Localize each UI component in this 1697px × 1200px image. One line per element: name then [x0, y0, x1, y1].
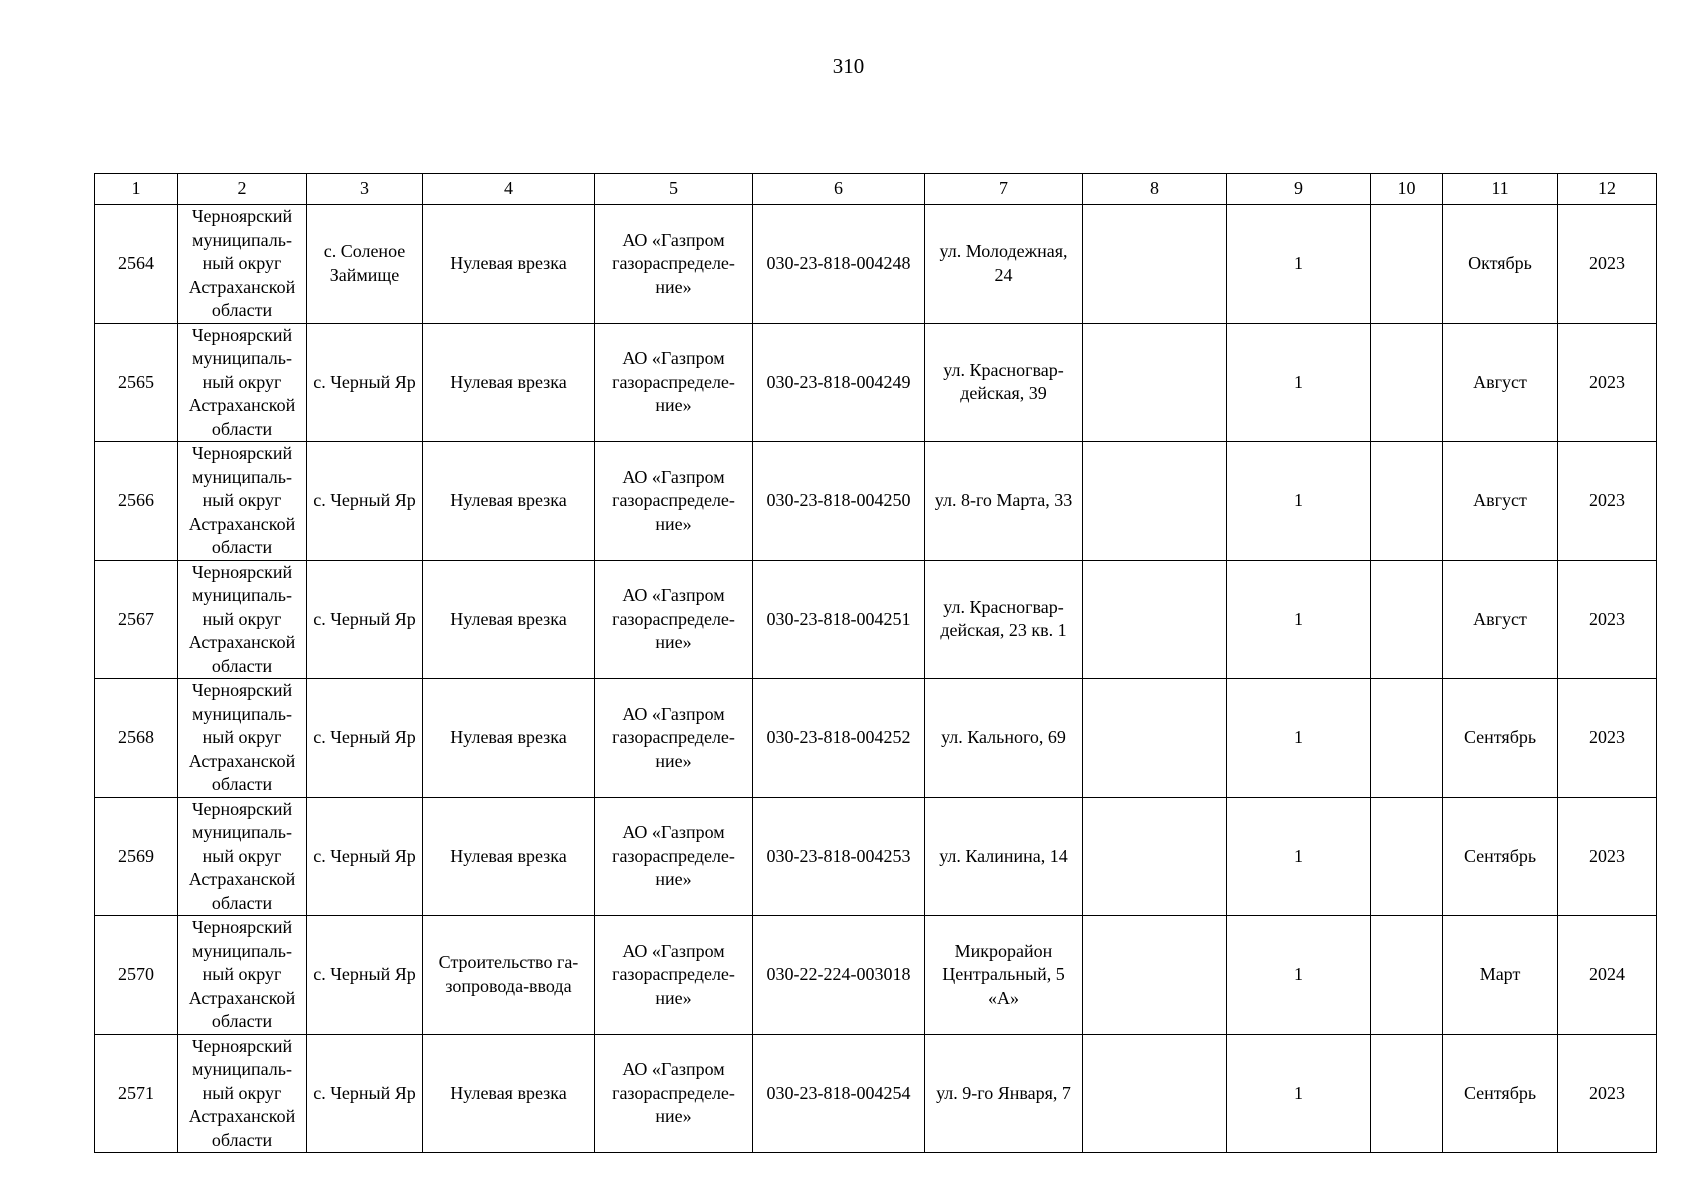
- cell-district-line: Черноярский: [191, 561, 293, 582]
- cell-district: [178, 679, 307, 798]
- table-row: [95, 560, 1657, 679]
- cell-work-type: [423, 323, 595, 442]
- cell-district-line: ный округ: [202, 845, 282, 866]
- cell-district-line: ный округ: [202, 371, 282, 392]
- table-row: [95, 797, 1657, 916]
- cell-year: 2023: [1558, 1034, 1657, 1153]
- cell-year: 2024: [1558, 916, 1657, 1035]
- cell-district-line: муниципаль-: [192, 466, 292, 487]
- cell-work-type: [423, 797, 595, 916]
- cell-district: [178, 323, 307, 442]
- cell-organization-line: газораспределе-: [612, 845, 735, 866]
- cell-work-type: [423, 442, 595, 561]
- cell-address: [925, 797, 1083, 916]
- cell-organization-line: ние»: [655, 987, 692, 1008]
- cell-settlement: [307, 797, 423, 916]
- cell-address: [925, 560, 1083, 679]
- cell-work-type-line: Нулевая врезка: [450, 1082, 567, 1103]
- cell-organization-line: газораспределе-: [612, 608, 735, 629]
- cell-address-line: дейская, 23 кв. 1: [940, 620, 1067, 641]
- cell-district: [178, 560, 307, 679]
- cell-organization-line: ние»: [655, 632, 692, 652]
- cell-address-line: дейская, 39: [960, 383, 1047, 404]
- cell-col8: [1083, 442, 1227, 561]
- cell-organization-line: газораспределе-: [612, 253, 735, 273]
- cell-work-type: [423, 916, 595, 1035]
- cell-organization-line: ние»: [655, 1106, 692, 1126]
- cell-settlement: [307, 323, 423, 442]
- cell-organization: [595, 442, 753, 561]
- cell-district-line: Черноярский: [191, 1035, 293, 1056]
- table-row: [95, 916, 1657, 1035]
- cell-object-code: 030-23-818-004254: [753, 1034, 925, 1153]
- cell-work-type-line: Нулевая врезка: [450, 490, 567, 510]
- cell-quantity: 1: [1227, 797, 1371, 916]
- cell-district-line: области: [211, 1011, 273, 1031]
- cell-col8: [1083, 323, 1227, 442]
- cell-quantity: 1: [1227, 560, 1371, 679]
- column-header: 10: [1371, 174, 1443, 205]
- cell-district-line: муниципаль-: [192, 1059, 292, 1079]
- cell-object-code: 030-23-818-004251: [753, 560, 925, 679]
- cell-organization-line: ние»: [655, 395, 692, 415]
- cell-organization: [595, 560, 753, 679]
- cell-organization-line: газораспределе-: [612, 1082, 735, 1103]
- column-header: 9: [1227, 174, 1371, 205]
- cell-col10: [1371, 1034, 1443, 1153]
- cell-work-type-line: зопровода-ввода: [445, 975, 572, 996]
- cell-organization-line: АО «Газпром: [622, 585, 725, 605]
- column-header: 5: [595, 174, 753, 205]
- cell-col8: [1083, 1034, 1227, 1153]
- cell-district-line: Черноярский: [191, 206, 293, 226]
- cell-district-line: Астраханской: [188, 869, 296, 889]
- cell-quantity: 1: [1227, 323, 1371, 442]
- cell-organization: [595, 205, 753, 324]
- cell-organization-line: АО «Газпром: [622, 1059, 725, 1079]
- cell-row-number: 2566: [95, 442, 178, 561]
- cell-object-code: 030-23-818-004249: [753, 323, 925, 442]
- cell-month: Сентябрь: [1443, 679, 1558, 798]
- cell-settlement: [307, 560, 423, 679]
- cell-organization-line: АО «Газпром: [622, 348, 725, 368]
- cell-col8: [1083, 560, 1227, 679]
- cell-year: 2023: [1558, 442, 1657, 561]
- cell-col10: [1371, 916, 1443, 1035]
- column-header: 2: [178, 174, 307, 205]
- cell-organization: [595, 797, 753, 916]
- column-header: 7: [925, 174, 1083, 205]
- header-row: [95, 174, 1657, 205]
- cell-row-number: 2565: [95, 323, 178, 442]
- cell-organization-line: АО «Газпром: [622, 822, 725, 842]
- cell-month: Август: [1443, 442, 1558, 561]
- cell-work-type-line: Нулевая врезка: [450, 371, 567, 392]
- cell-settlement-line: с. Черный Яр: [313, 490, 416, 510]
- cell-month: Август: [1443, 560, 1558, 679]
- cell-settlement-line: с. Черный Яр: [313, 727, 416, 747]
- cell-district-line: Астраханской: [188, 513, 296, 534]
- cell-work-type-line: Нулевая врезка: [450, 608, 567, 629]
- cell-row-number: 2571: [95, 1034, 178, 1153]
- cell-district-line: муниципаль-: [192, 348, 292, 368]
- column-header: 8: [1083, 174, 1227, 205]
- cell-organization: [595, 679, 753, 798]
- cell-address-line: ул. Красногвар-: [943, 359, 1064, 380]
- cell-month: Сентябрь: [1443, 1034, 1558, 1153]
- cell-month: Октябрь: [1443, 205, 1558, 324]
- cell-col8: [1083, 916, 1227, 1035]
- cell-organization-line: газораспределе-: [612, 490, 735, 510]
- column-header: 12: [1558, 174, 1657, 205]
- cell-object-code: 030-23-818-004253: [753, 797, 925, 916]
- cell-district: [178, 916, 307, 1035]
- cell-settlement-line: с. Черный Яр: [313, 845, 416, 866]
- column-header: 6: [753, 174, 925, 205]
- cell-district: [178, 205, 307, 324]
- cell-work-type-line: Нулевая врезка: [450, 727, 567, 747]
- cell-district-line: области: [211, 418, 273, 439]
- cell-year: 2023: [1558, 797, 1657, 916]
- cell-work-type-line: Нулевая врезка: [450, 253, 567, 273]
- column-header: 11: [1443, 174, 1558, 205]
- cell-object-code: 030-23-818-004248: [753, 205, 925, 324]
- cell-organization: [595, 1034, 753, 1153]
- cell-year: 2023: [1558, 323, 1657, 442]
- cell-district: [178, 442, 307, 561]
- cell-district-line: области: [211, 655, 273, 676]
- cell-address: [925, 205, 1083, 324]
- cell-district-line: муниципаль-: [192, 940, 292, 961]
- cell-col10: [1371, 560, 1443, 679]
- table-row: [95, 679, 1657, 798]
- cell-settlement-line: с. Черный Яр: [313, 371, 416, 392]
- cell-row-number: 2564: [95, 205, 178, 324]
- cell-address: [925, 1034, 1083, 1153]
- cell-col10: [1371, 797, 1443, 916]
- page-number: 310: [832, 54, 865, 78]
- column-header: 1: [95, 174, 178, 205]
- cell-organization: [595, 323, 753, 442]
- cell-district-line: Черноярский: [191, 798, 293, 819]
- cell-district-line: ный округ: [202, 608, 282, 629]
- cell-work-type: [423, 1034, 595, 1153]
- cell-address-line: ул. Молодежная,: [939, 241, 1068, 262]
- cell-quantity: 1: [1227, 442, 1371, 561]
- cell-district-line: области: [211, 892, 273, 913]
- cell-quantity: 1: [1227, 916, 1371, 1035]
- cell-organization-line: ние»: [655, 276, 692, 297]
- cell-object-code: 030-23-818-004250: [753, 442, 925, 561]
- cell-district-line: ный округ: [202, 1082, 282, 1103]
- cell-quantity: 1: [1227, 679, 1371, 798]
- cell-month: Март: [1443, 916, 1558, 1035]
- column-header: 3: [307, 174, 423, 205]
- cell-object-code: 030-22-224-003018: [753, 916, 925, 1035]
- cell-work-type: [423, 679, 595, 798]
- cell-settlement-line: с. Черный Яр: [313, 608, 416, 629]
- cell-col10: [1371, 323, 1443, 442]
- cell-row-number: 2567: [95, 560, 178, 679]
- cell-organization-line: АО «Газпром: [622, 229, 725, 250]
- cell-district-line: Черноярский: [191, 917, 293, 937]
- cell-district-line: области: [211, 1129, 273, 1150]
- cell-row-number: 2568: [95, 679, 178, 798]
- cell-settlement-line: с. Черный Яр: [313, 1082, 416, 1103]
- cell-address: [925, 442, 1083, 561]
- cell-settlement: [307, 1034, 423, 1153]
- cell-col8: [1083, 679, 1227, 798]
- cell-address: [925, 679, 1083, 798]
- cell-settlement-line: с. Черный Яр: [313, 964, 416, 984]
- cell-district-line: Астраханской: [188, 1106, 296, 1126]
- register-table: [94, 173, 1657, 1153]
- cell-district: [178, 797, 307, 916]
- cell-address: [925, 916, 1083, 1035]
- cell-district-line: ный округ: [202, 727, 282, 747]
- cell-organization-line: ние»: [655, 869, 692, 889]
- cell-district-line: Черноярский: [191, 443, 293, 463]
- cell-col10: [1371, 679, 1443, 798]
- table-row: [95, 323, 1657, 442]
- cell-address-line: ул. Красногвар-: [943, 596, 1064, 617]
- cell-organization-line: АО «Газпром: [622, 703, 725, 724]
- table-body: [95, 205, 1657, 1153]
- cell-district-line: муниципаль-: [192, 585, 292, 605]
- table-row: [95, 1034, 1657, 1153]
- cell-settlement: [307, 679, 423, 798]
- cell-district-line: муниципаль-: [192, 703, 292, 724]
- cell-organization-line: АО «Газпром: [622, 940, 725, 961]
- cell-organization-line: ние»: [655, 750, 692, 771]
- cell-organization-line: ние»: [655, 513, 692, 534]
- cell-district-line: области: [211, 300, 273, 320]
- table-row: [95, 442, 1657, 561]
- cell-settlement: [307, 916, 423, 1035]
- cell-work-type-line: Строительство га-: [438, 952, 579, 973]
- cell-address-line: ул. Кального, 69: [941, 727, 1066, 747]
- cell-organization-line: газораспределе-: [612, 727, 735, 747]
- cell-settlement-line: с. Соленое: [323, 241, 406, 262]
- cell-district-line: Астраханской: [188, 276, 296, 297]
- cell-address: [925, 323, 1083, 442]
- cell-address-line: Центральный, 5: [942, 964, 1065, 984]
- cell-col10: [1371, 205, 1443, 324]
- cell-address-line: «А»: [988, 987, 1019, 1008]
- cell-district-line: ный округ: [202, 964, 282, 984]
- cell-object-code: 030-23-818-004252: [753, 679, 925, 798]
- cell-quantity: 1: [1227, 205, 1371, 324]
- cell-district-line: Астраханской: [188, 750, 296, 771]
- cell-work-type: [423, 205, 595, 324]
- cell-district-line: Черноярский: [191, 680, 293, 700]
- cell-row-number: 2569: [95, 797, 178, 916]
- cell-organization: [595, 916, 753, 1035]
- cell-district-line: ный округ: [202, 490, 282, 510]
- cell-district-line: муниципаль-: [192, 229, 292, 250]
- cell-address-line: 24: [994, 264, 1013, 285]
- cell-work-type-line: Нулевая врезка: [450, 845, 567, 866]
- column-header: 4: [423, 174, 595, 205]
- cell-address-line: ул. Калинина, 14: [939, 845, 1068, 866]
- cell-work-type: [423, 560, 595, 679]
- cell-organization-line: АО «Газпром: [622, 466, 725, 487]
- cell-settlement: [307, 205, 423, 324]
- cell-col10: [1371, 442, 1443, 561]
- cell-district-line: Черноярский: [191, 324, 293, 345]
- cell-address-line: Микрорайон: [954, 940, 1053, 961]
- table-row: [95, 205, 1657, 324]
- cell-organization-line: газораспределе-: [612, 964, 735, 984]
- cell-year: 2023: [1558, 205, 1657, 324]
- cell-district-line: области: [211, 537, 273, 557]
- cell-quantity: 1: [1227, 1034, 1371, 1153]
- cell-district-line: области: [211, 774, 273, 794]
- cell-address-line: ул. 8-го Марта, 33: [934, 490, 1073, 510]
- cell-year: 2023: [1558, 560, 1657, 679]
- cell-settlement: [307, 442, 423, 561]
- cell-col8: [1083, 797, 1227, 916]
- cell-district-line: муниципаль-: [192, 822, 292, 842]
- cell-district-line: Астраханской: [188, 632, 296, 652]
- cell-month: Сентябрь: [1443, 797, 1558, 916]
- cell-month: Август: [1443, 323, 1558, 442]
- cell-organization-line: газораспределе-: [612, 371, 735, 392]
- cell-district: [178, 1034, 307, 1153]
- cell-col8: [1083, 205, 1227, 324]
- cell-district-line: Астраханской: [188, 395, 296, 415]
- cell-row-number: 2570: [95, 916, 178, 1035]
- cell-district-line: ный округ: [202, 253, 282, 273]
- cell-year: 2023: [1558, 679, 1657, 798]
- cell-address-line: ул. 9-го Января, 7: [936, 1082, 1071, 1103]
- cell-district-line: Астраханской: [188, 987, 296, 1008]
- cell-settlement-line: Займище: [329, 264, 400, 285]
